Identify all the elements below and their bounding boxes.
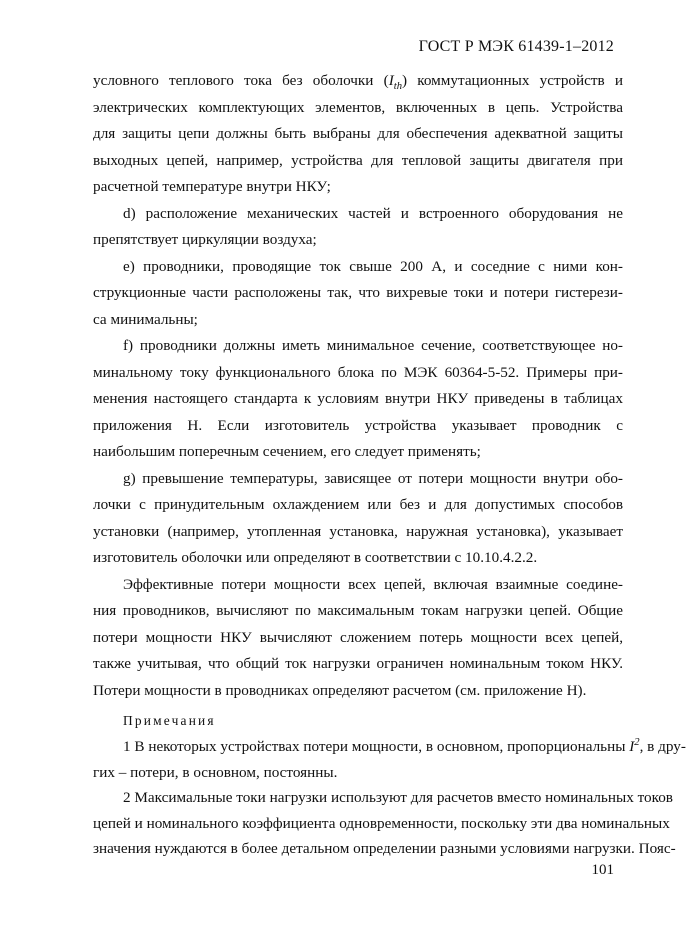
note-line: 1 В некоторых устройствах потери мощности, в основном, пропорциональны $I^2$, в дру-	[123, 736, 686, 755]
notes-section	[93, 708, 686, 862]
text-line: g) превышение температуры, зависящее от потери мощности внутри обо-	[123, 469, 623, 487]
paragraph	[93, 466, 623, 572]
note-line: цепей и номинального коэффициента одновременности, поскольку эти два номинальных	[93, 814, 670, 832]
text-line: наибольшим поперечным сечением, его следует применять;	[93, 443, 481, 460]
note-item	[93, 785, 676, 862]
text-line: менения настоящего стандарта к условиям внутри НКУ приведены в таблицах	[93, 390, 623, 407]
paragraph	[93, 68, 623, 201]
text-line: минальному току функционального блока по МЭК 60364-5-52. Примеры при-	[93, 363, 623, 381]
document-header: ГОСТ Р МЭК 61439-1–2012	[418, 38, 614, 55]
text-line: установки (например, утопленная установка, наружная установка), указывает	[93, 522, 623, 540]
text-line: са минимальны;	[93, 310, 198, 328]
text-line: Эффективные потери мощности всех цепей, включая взаимные соедине-	[123, 575, 623, 593]
text-line: d) расположение механических частей и встроенного оборудования не	[123, 204, 623, 222]
text-line: e) проводники, проводящие ток свыше 200 А, и соседние с ними кон-	[123, 257, 623, 275]
text-line: ния проводников, вычисляют по максимальным токам нагрузки цепей. Общие	[93, 602, 623, 619]
paragraph	[93, 333, 623, 466]
paragraph	[93, 201, 623, 254]
paragraph	[93, 572, 623, 705]
page-number: 101	[591, 862, 614, 878]
main-text	[93, 68, 623, 704]
text-line: расчетной температуре внутри НКУ;	[93, 178, 331, 195]
note-item	[93, 734, 686, 785]
text-line: выходных цепей, например, устройства для тепловой защиты двигателя при	[93, 151, 623, 169]
text-line: приложения Н. Если изготовитель устройства указывает проводник с	[93, 416, 623, 434]
text-line: f) проводники должны иметь минимальное сечение, соответствующее но-	[123, 337, 623, 354]
document-body	[93, 68, 686, 862]
text-line: условного теплового тока без оболочки $(I_{th})$ коммутационных устройств и	[93, 72, 624, 93]
text-line: электрических комплектующих элементов, включенных в цепь. Устройства	[93, 98, 623, 116]
text-line: для защиты цепи должны быть выбраны для обеспечения адекватной защиты	[93, 125, 623, 142]
notes-title: Примечания	[123, 713, 216, 728]
text-line: также учитывая, что общий ток нагрузки ограничен номинальным током НКУ.	[93, 655, 623, 672]
text-line: изготовитель оболочки или определяют в соответствии с 10.10.4.2.2.	[93, 549, 538, 566]
text-line: препятствует циркуляции воздуха;	[93, 231, 317, 248]
text-line: Потери мощности в проводниках определяют расчетом (см. приложение Н).	[93, 681, 587, 699]
paragraph	[93, 254, 623, 334]
text-line: струкционные части расположены так, что вихревые токи и потери гистерези-	[93, 284, 623, 301]
note-line: значения нуждаются в более детальном определении разными условиями нагрузки. Пояс-	[93, 840, 676, 857]
note-line: гих – потери, в основном, постоянны.	[93, 763, 338, 781]
text-line: лочки с принудительным охлаждением или без и для допустимых способов	[93, 496, 623, 513]
note-line: 2 Максимальные токи нагрузки используют для расчетов вместо номинальных токов	[123, 789, 673, 806]
notes-list	[93, 734, 686, 862]
text-line: потери мощности НКУ вычисляют сложением потерь мощности всех цепей,	[93, 628, 623, 646]
